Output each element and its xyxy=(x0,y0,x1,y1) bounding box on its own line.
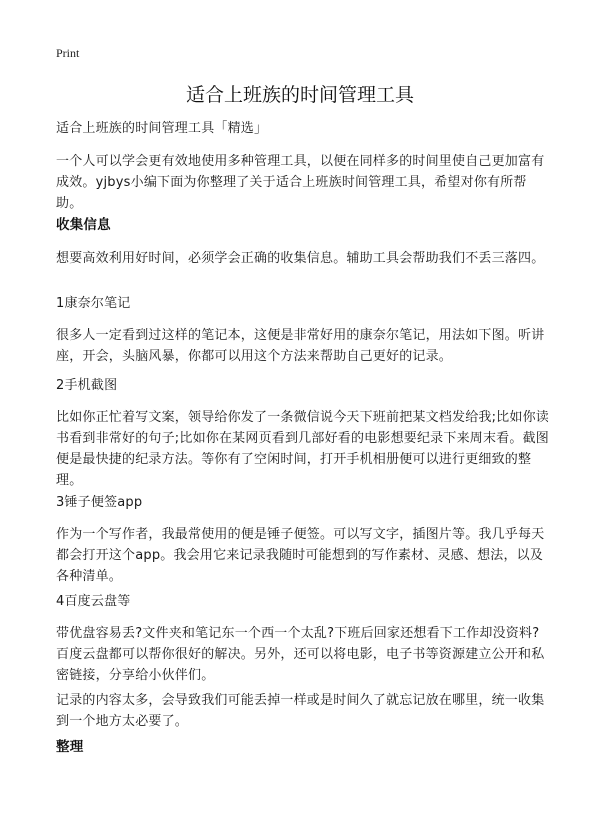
intro-paragraph: 一个人可以学会更有效地使用多种管理工具，以便在同样多的时间里使自己更加富有成效。yjbys小编下面为你整理了关于适合上班族时间管理工具，希望对你有所帮助。 xyxy=(56,154,545,211)
section-collect-paragraph: 想要高效利用好时间，必须学会正确的收集信息。辅助工具会帮助我们不丢三落四。 xyxy=(56,251,545,266)
item-title-cornell: 1康奈尔笔记 xyxy=(56,296,131,311)
page-title: 适合上班族的时间管理工具 xyxy=(185,84,414,106)
item-title-smartisan-notes: 3锤子便签app xyxy=(56,495,143,510)
item-text-cornell: 很多人一定看到过这样的笔记本，这便是非常好用的康奈尔笔记，用法如下图。听讲座，开会，头脑风暴，你都可以用这个方法来帮助自己更好的记录。 xyxy=(56,328,545,364)
item-title-baidu-cloud: 4百度云盘等 xyxy=(56,594,131,609)
item-text-screenshot: 比如你正忙着写文案，领导给你发了一条微信说今天下班前把某文档发给我;比如你读书看到非常好的句子;比如你在某网页看到几部好看的电影想要纪录下来周末看。截图便是最快捷的纪录方法。等你有了空闲时间，打开手机相册便可以进行更细致的整理。 xyxy=(56,410,549,488)
print-link[interactable]: Print xyxy=(56,46,80,60)
item-text-smartisan-notes: 作为一个写作者，我最常使用的便是锤子便签。可以写文字，插图片等。我几乎每天都会打开这个app。我会用它来记录我随时可能想到的写作素材、灵感、想法，以及各种清单。 xyxy=(56,527,545,584)
item-text-baidu-cloud: 带优盘容易丢?文件夹和笔记东一个西一个太乱?下班后回家还想看下工作却没资料?百度云盘都可以帮你很好的解决。另外，还可以将电影，电子书等资源建立公开和私密链接，分享给小伙伴们。 xyxy=(56,626,545,683)
item-title-screenshot: 2手机截图 xyxy=(56,378,118,393)
article-subtitle: 适合上班族的时间管理工具「精选」 xyxy=(56,121,268,136)
section-heading-organize: 整理 xyxy=(56,739,84,755)
closing-paragraph: 记录的内容太多，会导致我们可能丢掉一样或是时间久了就忘记放在哪里，统一收集到一个地方太必要了。 xyxy=(56,693,545,729)
section-heading-collect: 收集信息 xyxy=(56,217,111,233)
